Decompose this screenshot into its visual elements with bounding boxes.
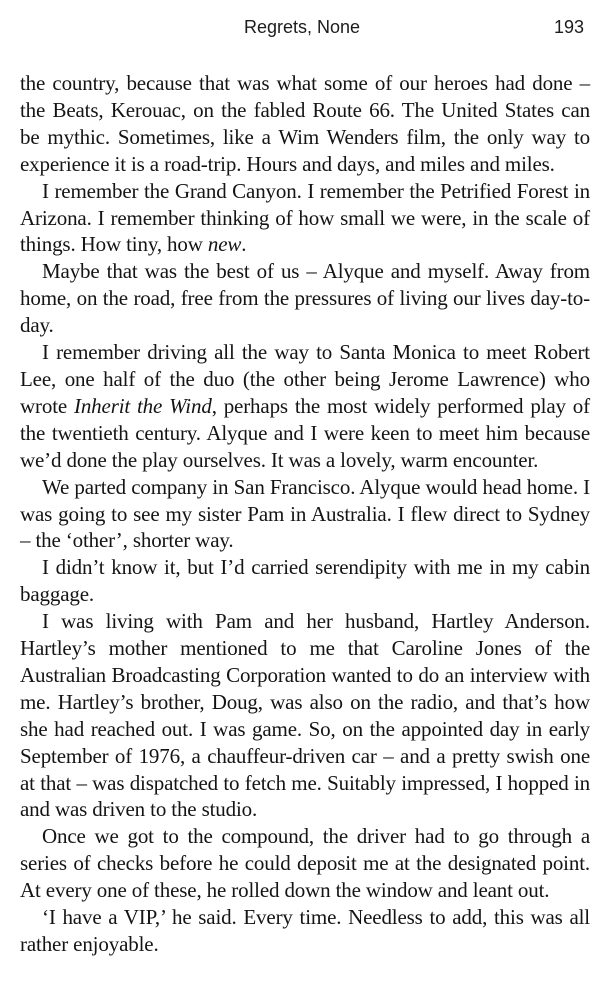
book-title-text: Inherit the Wind (73, 393, 212, 418)
paragraph-text: . (241, 232, 247, 257)
paragraph-continued (20, 70, 590, 178)
running-header (20, 14, 584, 40)
paragraph-text: Once we got to the compound, the driver had to go through a series of checks before he could deposit me at the designated point. At every one of these, he rolled down the window and leant out. (20, 824, 590, 903)
paragraph (20, 823, 590, 904)
paragraph (20, 474, 590, 555)
running-title: Regrets, None (243, 17, 361, 37)
paragraph-text: the country, because that was what some of our heroes had done – the Beats, Kerouac, on the fabled Route 66. The United States can be mythic. Sometimes, like a Wim Wenders film, the only way to experience it is a road-trip. Hours and days, and miles and miles. (20, 71, 590, 176)
emphasis-text: new (207, 232, 242, 257)
paragraph-text: I remember driving all the way to Santa Monica to meet Robert Lee, one half of the duo (the other being Jerome Lawrence) who wrote (20, 340, 590, 418)
paragraph (20, 554, 590, 608)
paragraph-text: I didn’t know it, but I’d carried serendipity with me in my cabin baggage. (20, 555, 590, 607)
paragraph (20, 904, 590, 958)
paragraph-text: I remember the Grand Canyon. I remember the Petrified Forest in Arizona. I remember thinking of how small we were, in the scale of things. How tiny, how (20, 178, 590, 257)
paragraph (20, 608, 590, 823)
paragraph-text: ‘I have a VIP,’ he said. Every time. Needless to add, this was all rather enjoyable. (20, 905, 590, 956)
paragraph (20, 339, 590, 474)
page-number: 193 (553, 17, 584, 37)
paragraph (20, 258, 590, 339)
body-text (20, 70, 590, 958)
paragraph-text: I was living with Pam and her husband, Hartley Anderson. Hartley’s mother mentioned to me that Caroline Jones of the Australian Broadcasting Corporation wanted to do an interview with me. Hartley’s brother, Doug, was also on the radio, and that’s how she had reached out. I was game. So, on the appointed day in early September of 1976, a chauffeur-driven car – and a pretty swish one at that – was dispatched to fetch me. Suitably impressed, I hopped in and was driven to the studio. (20, 609, 590, 822)
paragraph-text: Maybe that was the best of us – Alyque and myself. Away from home, on the road, free from the pressures of living our lives day-to-day. (20, 259, 590, 338)
paragraph (20, 178, 590, 259)
paragraph-text: We parted company in San Francisco. Alyque would head home. I was going to see my sister Pam in Australia. I flew direct to Sydney – the ‘other’, shorter way. (20, 474, 590, 553)
paragraph-text: , perhaps the most widely performed play of the twentieth century. Alyque and I were keen to meet him because we’d done the play ourselves. It was a lovely, warm encounter. (20, 393, 590, 472)
